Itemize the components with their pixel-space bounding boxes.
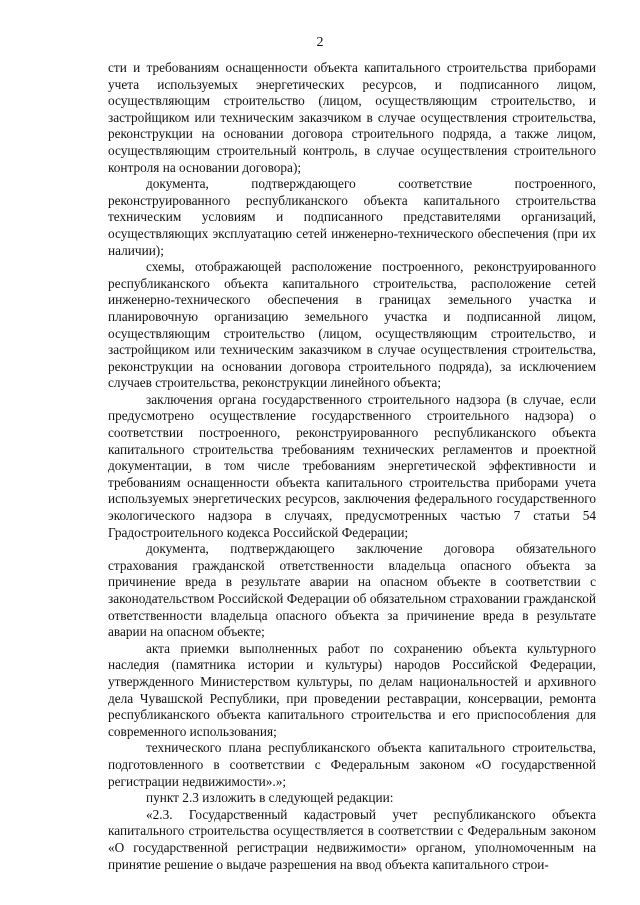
paragraph-continuation: сти и требованиям оснащенности объекта капитального строительства приборами учета используемых энергетических ресурсов, и подписанного лицом, осуществляющим строительство (лицом, осуществляющим строительство, и застройщиком или техническим заказчиком в случае осуществления строительства, реконструкции на основании договора строительного подряда, а также лицом, осуществляющим строительный контроль, в случае осуществления строительного контроля на основании договора); <box>108 60 596 175</box>
page-number: 2 <box>316 35 324 50</box>
paragraph-location-scheme: схемы, отображающей расположение построенного, реконструированного республиканского объекта капитального строительства, расположение сетей инженерно-технического обеспечения в границах земельного участка и планировочную организацию земельного участка и подписанной лицом, осуществляющим строительство (лицом, осуществляющим строительство, и застройщиком или техническим заказчиком в случае осуществления строительства, реконструкции на основании договора строительного подряда), за исключением случаев строительства, реконструкции линейного объекта; <box>108 259 596 391</box>
paragraph-supervision-conclusion: заключения органа государственного строительного надзора (в случае, если предусмотрено осуществление государственного строительного надзора) о соответствии построенного, реконструированного республиканского объекта капитального строительства требованиям технических регламентов и проектной документации, в том числе требованиям энергетической эффективности и требованиям оснащенности объекта капитального строительства приборами учета используемых энергетических ресурсов, заключения федерального государственного экологического надзора в случаях, предусмотренных частью 7 статьи 54 Градостроительного кодекса Российской Федерации; <box>108 391 596 540</box>
paragraph-heritage-act: акта приемки выполненных работ по сохранению объекта культурного наследия (памятника истории и культуры) народов Российской Федерации, утвержденного Министерством культуры, по делам национальностей и архивного дела Чувашской Республики, при проведении реставрации, консервации, ремонта республиканского объекта капитального строительства и его приспособления для современного использования; <box>108 640 596 739</box>
paragraph-amendment-intro: пункт 2.3 изложить в следующей редакции: <box>146 790 394 806</box>
paragraph-clause-2-3: «2.3. Государственный кадастровый учет республиканского объекта капитального строительства осуществляется в соответствии с Федеральным законом «О государственной регистрации недвижимости» органом, уполномоченным на принятие решение о выдаче разрешения на ввод объекта капитального строи- <box>108 806 596 872</box>
document-body <box>108 60 596 873</box>
paragraph-technical-plan: технического плана республиканского объекта капитального строительства, подготовленного в соответствии с Федеральным законом «О государственной регистрации недвижимости».»; <box>108 740 596 789</box>
paragraph-compliance-document: документа, подтверждающего соответствие построенного, реконструированного республиканского объекта капитального строительства техническим условиям и подписанного представителями организаций, осуществляющих эксплуатацию сетей инженерно-технического обеспечения (при их наличии); <box>108 176 596 258</box>
paragraph-insurance-document: документа, подтверждающего заключение договора обязательного страхования гражданской ответственности владельца опасного объекта за причинение вреда в результате аварии на опасном объекте в соответствии с законодательством Российской Федерации об обязательном страховании гражданской ответственности владельца опасного объекта за причинение вреда в результате аварии на опасном объекте; <box>108 541 596 640</box>
